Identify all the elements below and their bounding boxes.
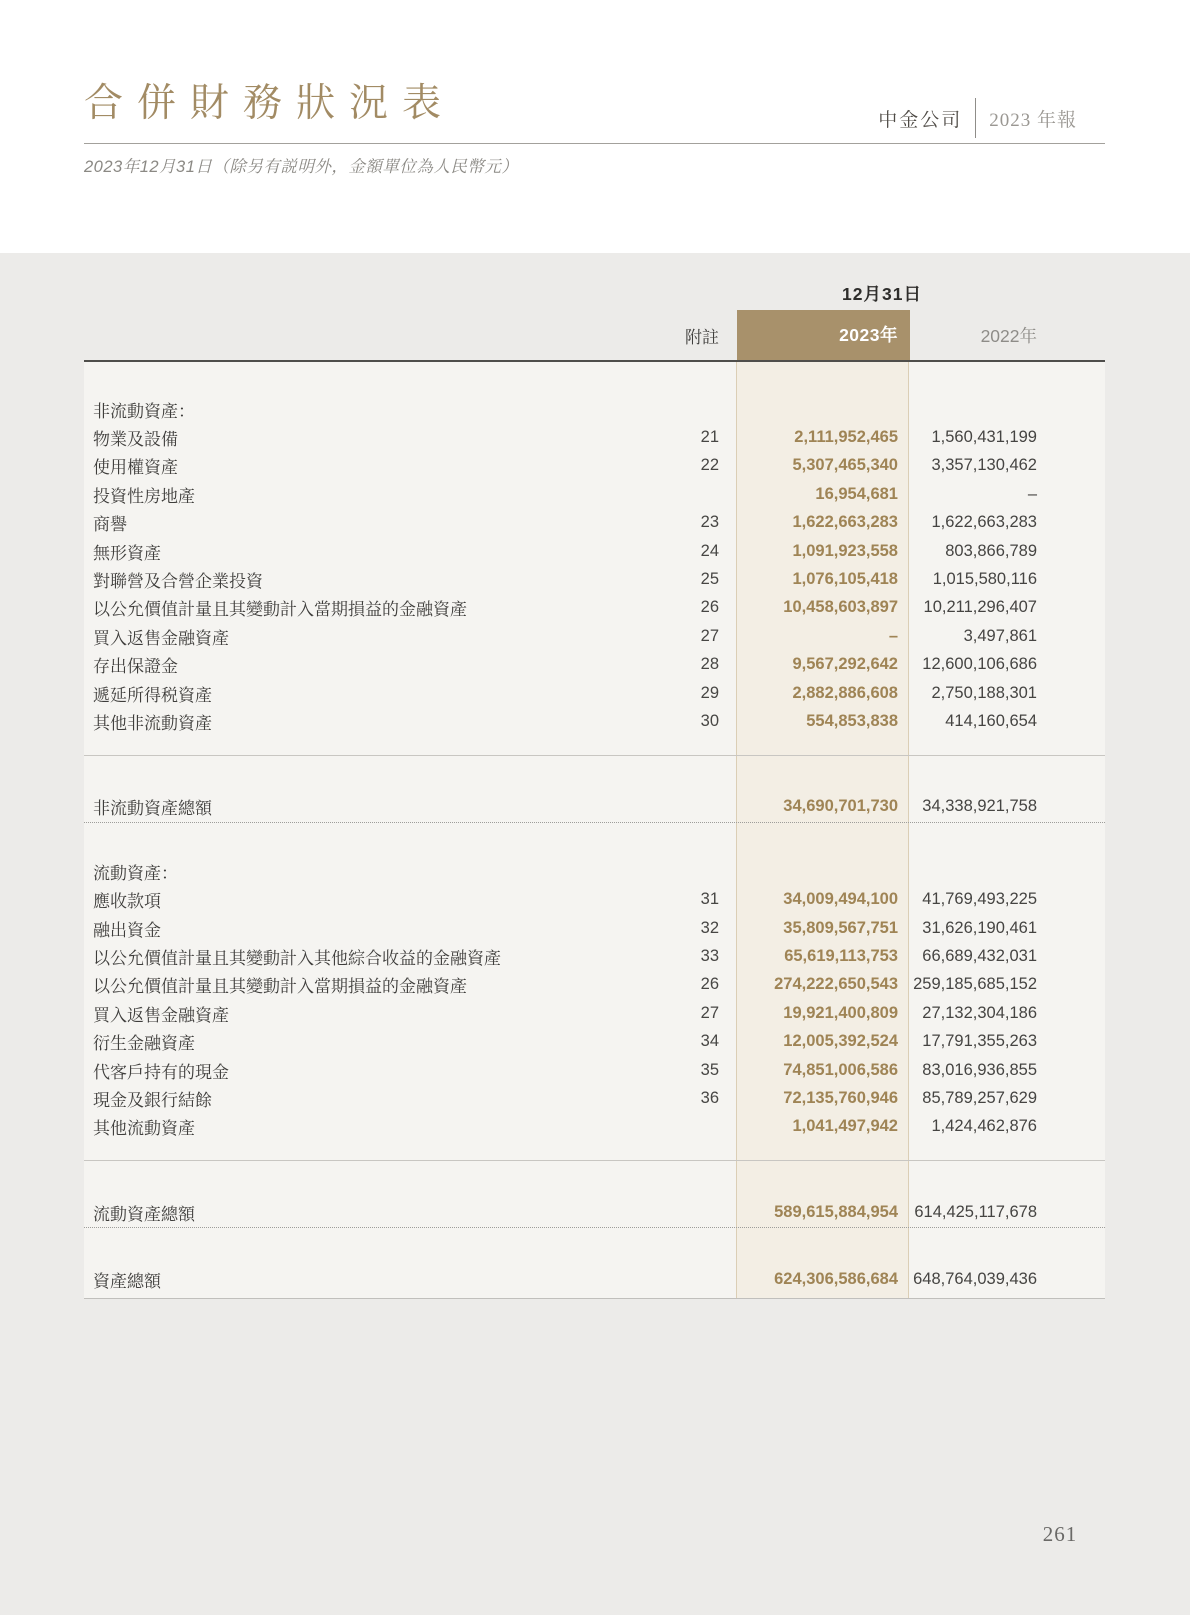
table-row [84, 594, 1105, 622]
table-row [84, 1027, 1105, 1055]
row-label: 衍生金融資產 [93, 1034, 195, 1054]
value-2022: 83,016,936,855 [922, 1060, 1037, 1079]
header-rule [84, 143, 1105, 144]
value-2023: 1,091,923,558 [792, 541, 898, 560]
row-label: 流動資產： [93, 863, 178, 883]
table-row [84, 452, 1105, 480]
row-note: 23 [700, 513, 719, 532]
section-header-row [84, 395, 1105, 423]
value-2023: 274,222,650,543 [774, 975, 898, 994]
row-label: 非流動資產總額 [93, 799, 212, 819]
value-2023: 19,921,400,809 [783, 1003, 898, 1022]
row-note: 21 [700, 428, 719, 447]
value-2022: 1,622,663,283 [931, 513, 1037, 532]
row-note: 35 [700, 1060, 719, 1079]
value-2022: 648,764,039,436 [913, 1270, 1037, 1289]
row-label: 無形資產 [93, 543, 161, 563]
statement-subtitle: 2023年12月31日（除另有説明外，金額單位為人民幣元） [84, 158, 519, 176]
value-2022: 66,689,432,031 [922, 946, 1037, 965]
row-label: 資產總額 [93, 1272, 161, 1292]
row-note: 24 [700, 541, 719, 560]
row-label: 商譽 [93, 515, 127, 535]
table-row [84, 885, 1105, 913]
value-2022: 1,015,580,116 [932, 570, 1037, 589]
value-2023: 2,882,886,608 [792, 683, 898, 702]
value-2022: 1,560,431,199 [931, 428, 1037, 447]
value-2023: 624,306,586,684 [774, 1270, 898, 1289]
year-2022-column-header: 2022年 [980, 325, 1037, 346]
annual-report-label: 2023 年報 [989, 109, 1077, 131]
value-2022: 3,357,130,462 [931, 456, 1037, 475]
value-2023: 72,135,760,946 [783, 1088, 898, 1107]
table-row [84, 537, 1105, 565]
row-note: 32 [700, 918, 719, 937]
value-2022: 803,866,789 [945, 541, 1037, 560]
value-2023: 34,009,494,100 [783, 890, 898, 909]
row-note: 26 [700, 975, 719, 994]
row-label: 非流動資產： [93, 401, 195, 421]
row-label: 物業及設備 [93, 430, 178, 450]
value-2022: 259,185,685,152 [913, 975, 1037, 994]
row-label: 存出保證金 [93, 657, 178, 677]
row-note: 26 [700, 598, 719, 617]
row-note: 28 [700, 655, 719, 674]
value-2022: 85,789,257,629 [922, 1088, 1037, 1107]
value-2023: 1,622,663,283 [792, 513, 898, 532]
table-row [84, 1113, 1105, 1141]
row-label: 其他非流動資產 [93, 713, 212, 733]
table-row [84, 942, 1105, 970]
divider-solid [84, 1160, 1105, 1161]
table-row [84, 679, 1105, 707]
value-2023: – [888, 626, 898, 645]
row-note: 27 [700, 626, 719, 645]
row-label: 融出資金 [93, 920, 161, 940]
value-2023: 2,111,952,465 [794, 428, 898, 447]
row-note: 29 [700, 683, 719, 702]
value-2022: 2,750,188,301 [931, 683, 1037, 702]
row-label: 以公允價值計量且其變動計入其他綜合收益的金融資產 [93, 948, 501, 968]
value-2023: 554,853,838 [806, 711, 898, 730]
section-header-row [84, 857, 1105, 885]
table-body [84, 362, 1105, 1294]
value-2022: 10,211,296,407 [923, 598, 1037, 617]
table-row [84, 1056, 1105, 1084]
page-title: 合併財務狀況表 [84, 82, 456, 125]
row-label: 現金及銀行結餘 [93, 1090, 212, 1110]
brand-divider [975, 98, 976, 138]
total-row [84, 793, 1105, 821]
row-label: 以公允價值計量且其變動計入當期損益的金融資產 [93, 977, 467, 997]
company-name: 中金公司 [878, 109, 963, 131]
table-row [84, 914, 1105, 942]
row-label: 其他流動資產 [93, 1119, 195, 1139]
row-label: 以公允價值計量且其變動計入當期損益的金融資產 [93, 600, 467, 620]
table-row [84, 651, 1105, 679]
row-label: 流動資產總額 [93, 1204, 195, 1224]
row-note: 31 [700, 890, 719, 909]
total-row [84, 1198, 1105, 1226]
table-row [84, 999, 1105, 1027]
value-2023: 1,041,497,942 [792, 1117, 898, 1136]
table-row [84, 565, 1105, 593]
row-note: 30 [700, 711, 719, 730]
value-2022: – [1027, 484, 1037, 503]
value-2023: 16,954,681 [815, 484, 898, 503]
row-note: 25 [700, 570, 719, 589]
value-2023: 65,619,113,753 [784, 946, 898, 965]
page-number: 261 [1042, 1522, 1078, 1546]
row-label: 投資性房地產 [93, 486, 195, 506]
value-2022: 1,424,462,876 [931, 1117, 1037, 1136]
table-row [84, 622, 1105, 650]
table-row [84, 509, 1105, 537]
total-row [84, 1265, 1105, 1293]
value-2022: 414,160,654 [945, 711, 1037, 730]
value-2022: 27,132,304,186 [922, 1003, 1037, 1022]
row-label: 遞延所得税資產 [93, 685, 212, 705]
table-header-row [84, 310, 1105, 360]
table-row [84, 480, 1105, 508]
value-2023: 1,076,105,418 [792, 570, 898, 589]
date-column-header: 12月31日 [842, 284, 922, 304]
value-2023: 74,851,006,586 [783, 1060, 898, 1079]
year-2023-column-header: 2023年 [737, 310, 910, 360]
row-label: 買入返售金融資產 [93, 1005, 229, 1025]
value-2023: 10,458,603,897 [783, 598, 898, 617]
value-2023: 589,615,884,954 [774, 1202, 898, 1221]
value-2022: 31,626,190,461 [922, 918, 1037, 937]
divider-solid [84, 755, 1105, 756]
value-2022: 34,338,921,758 [922, 797, 1037, 816]
table-row [84, 423, 1105, 451]
row-note: 22 [700, 456, 719, 475]
value-2022: 614,425,117,678 [914, 1202, 1037, 1221]
row-note: 27 [700, 1003, 719, 1022]
row-label: 使用權資產 [93, 458, 178, 478]
table-row [84, 707, 1105, 735]
table-row [84, 971, 1105, 999]
value-2023: 12,005,392,524 [783, 1032, 898, 1051]
row-note: 33 [700, 946, 719, 965]
row-note: 36 [700, 1088, 719, 1107]
value-2023: 5,307,465,340 [792, 456, 898, 475]
value-2022: 3,497,861 [963, 626, 1037, 645]
brand-block [878, 98, 1077, 138]
divider-dotted [84, 822, 1105, 823]
row-label: 代客戶持有的現金 [93, 1062, 229, 1082]
value-2022: 17,791,355,263 [922, 1032, 1037, 1051]
row-label: 對聯營及合營企業投資 [93, 572, 263, 592]
value-2022: 12,600,106,686 [922, 655, 1037, 674]
value-2023: 34,690,701,730 [783, 797, 898, 816]
value-2022: 41,769,493,225 [922, 890, 1037, 909]
note-column-header: 附註 [685, 327, 719, 347]
statement-table [84, 360, 1105, 1299]
row-label: 應收款項 [93, 892, 161, 912]
value-2023: 35,809,567,751 [783, 918, 898, 937]
row-label: 買入返售金融資產 [93, 628, 229, 648]
row-note: 34 [700, 1032, 719, 1051]
table-row [84, 1084, 1105, 1112]
value-2023: 9,567,292,642 [792, 655, 898, 674]
divider-dotted [84, 1227, 1105, 1228]
